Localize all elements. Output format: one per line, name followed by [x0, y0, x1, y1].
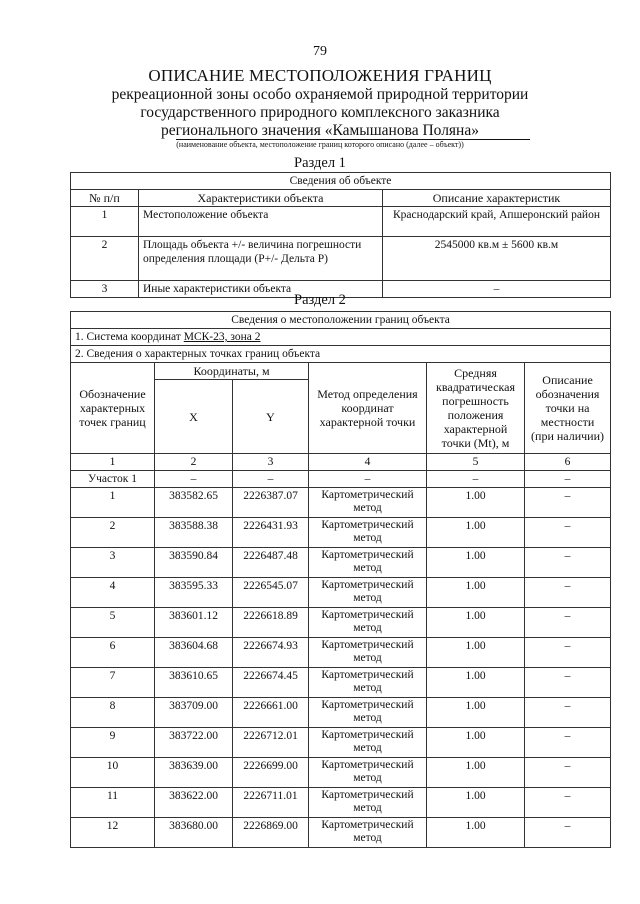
table-row: [71, 788, 611, 818]
point-y: 2226699.00: [233, 758, 309, 788]
table-row: [71, 668, 611, 698]
point-number: 6: [71, 638, 155, 668]
point-y: 2226487.48: [233, 548, 309, 578]
table-row: [71, 758, 611, 788]
point-number: 5: [71, 608, 155, 638]
point-x: 383622.00: [155, 788, 233, 818]
method-line-1: Картометрический: [321, 759, 414, 771]
point-desc: –: [525, 578, 611, 608]
points-caption: 2. Сведения о характерных точках границ объекта: [71, 346, 611, 363]
point-error: 1.00: [427, 578, 525, 608]
point-method: [309, 488, 427, 518]
method-line-1: Картометрический: [321, 699, 414, 711]
table-row: [71, 818, 611, 848]
boundary-points-table: [70, 311, 611, 848]
method-line-1: Картометрический: [321, 549, 414, 561]
info-row-number: 1: [71, 207, 139, 237]
point-x: 383680.00: [155, 818, 233, 848]
point-desc: –: [525, 518, 611, 548]
point-x: 383610.65: [155, 668, 233, 698]
point-error: 1.00: [427, 518, 525, 548]
point-desc: –: [525, 668, 611, 698]
point-error: 1.00: [427, 818, 525, 848]
point-desc: –: [525, 608, 611, 638]
header-characteristics: Характеристики объекта: [139, 190, 383, 207]
coordinate-system-prefix: 1. Система координат: [75, 331, 181, 343]
point-number: 12: [71, 818, 155, 848]
point-method: [309, 608, 427, 638]
point-method: [309, 578, 427, 608]
point-number: 9: [71, 728, 155, 758]
point-error: 1.00: [427, 698, 525, 728]
point-y: 2226387.07: [233, 488, 309, 518]
point-y: 2226711.01: [233, 788, 309, 818]
plot-error: –: [427, 471, 525, 488]
col-number: 6: [525, 454, 611, 471]
page-number: 79: [313, 44, 327, 59]
header-number: № п/п: [71, 190, 139, 207]
method-line-1: Картометрический: [321, 579, 414, 591]
point-number: 4: [71, 578, 155, 608]
point-rows: [71, 488, 611, 848]
point-method: [309, 668, 427, 698]
point-x: 383588.38: [155, 518, 233, 548]
header-method: Метод определения координат характерной точки: [309, 363, 427, 454]
method-line-1: Картометрический: [321, 789, 414, 801]
document-title: ОПИСАНИЕ МЕСТОПОЛОЖЕНИЯ ГРАНИЦ: [148, 66, 492, 85]
point-desc: –: [525, 548, 611, 578]
info-row-value: 2545000 кв.м ± 5600 кв.м: [383, 237, 611, 281]
info-row-name: Местоположение объекта: [139, 207, 383, 237]
subtitle-line-3: регионального значения «Камышанова Поляна»: [161, 122, 479, 139]
method-line-2: метод: [353, 652, 382, 664]
plot-label: Участок 1: [71, 471, 155, 488]
method-line-2: метод: [353, 592, 382, 604]
point-method: [309, 698, 427, 728]
table-row: [71, 488, 611, 518]
col-number: 2: [155, 454, 233, 471]
boundary-caption: Сведения о местоположении границ объекта: [71, 312, 611, 329]
point-desc: –: [525, 638, 611, 668]
header-error: Средняя квадратическая погрешность положения характерной точки (Mt), м: [427, 363, 525, 454]
point-error: 1.00: [427, 788, 525, 818]
point-y: 2226431.93: [233, 518, 309, 548]
point-y: 2226712.01: [233, 728, 309, 758]
method-line-1: Картометрический: [321, 519, 414, 531]
method-line-2: метод: [353, 712, 382, 724]
plot-x: –: [155, 471, 233, 488]
point-desc: –: [525, 488, 611, 518]
header-coordinates: Координаты, м: [155, 363, 309, 380]
point-number: 10: [71, 758, 155, 788]
method-line-2: метод: [353, 562, 382, 574]
header-point: Обозначение характерных точек границ: [71, 363, 155, 454]
point-error: 1.00: [427, 488, 525, 518]
point-desc: –: [525, 818, 611, 848]
point-y: 2226869.00: [233, 818, 309, 848]
method-line-2: метод: [353, 832, 382, 844]
method-line-1: Картометрический: [321, 639, 414, 651]
point-x: 383639.00: [155, 758, 233, 788]
header-x: X: [155, 380, 233, 454]
subtitle-line-1: рекреационной зоны особо охраняемой природной территории: [111, 86, 529, 103]
point-error: 1.00: [427, 608, 525, 638]
point-error: 1.00: [427, 638, 525, 668]
point-number: 1: [71, 488, 155, 518]
point-desc: –: [525, 698, 611, 728]
method-line-1: Картометрический: [321, 489, 414, 501]
point-x: 383582.65: [155, 488, 233, 518]
info-row-number: 2: [71, 237, 139, 281]
point-x: 383595.33: [155, 578, 233, 608]
point-method: [309, 788, 427, 818]
point-y: 2226661.00: [233, 698, 309, 728]
point-method: [309, 818, 427, 848]
point-x: 383709.00: [155, 698, 233, 728]
table-row: [71, 578, 611, 608]
info-row-value: Краснодарский край, Апшеронский район: [383, 207, 611, 237]
point-error: 1.00: [427, 728, 525, 758]
table-row: [71, 728, 611, 758]
method-line-2: метод: [353, 772, 382, 784]
point-y: 2226674.45: [233, 668, 309, 698]
table-row: [71, 698, 611, 728]
info-row-name: Иные характеристики объекта: [139, 281, 383, 298]
header-description: Описание обозначения точки на местности (при наличии): [525, 363, 611, 454]
header-y: Y: [233, 380, 309, 454]
table-row: [71, 548, 611, 578]
method-line-2: метод: [353, 622, 382, 634]
point-method: [309, 548, 427, 578]
point-y: 2226674.93: [233, 638, 309, 668]
point-method: [309, 728, 427, 758]
method-line-2: метод: [353, 502, 382, 514]
point-number: 8: [71, 698, 155, 728]
coordinate-system-row: [71, 329, 611, 346]
point-x: 383590.84: [155, 548, 233, 578]
plot-y: –: [233, 471, 309, 488]
method-line-1: Картометрический: [321, 609, 414, 621]
method-line-2: метод: [353, 742, 382, 754]
point-number: 7: [71, 668, 155, 698]
point-y: 2226618.89: [233, 608, 309, 638]
subtitle-line-2: государственного природного комплексного заказника: [140, 104, 500, 121]
point-method: [309, 518, 427, 548]
method-line-1: Картометрический: [321, 819, 414, 831]
point-x: 383604.68: [155, 638, 233, 668]
point-x: 383601.12: [155, 608, 233, 638]
point-error: 1.00: [427, 548, 525, 578]
section-1-heading: Раздел 1: [294, 155, 346, 171]
point-desc: –: [525, 788, 611, 818]
col-number: 1: [71, 454, 155, 471]
object-info-table: [70, 172, 611, 298]
method-line-2: метод: [353, 532, 382, 544]
plot-desc: –: [525, 471, 611, 488]
method-line-1: Картометрический: [321, 669, 414, 681]
info-row-value: –: [383, 281, 611, 298]
col-number: 3: [233, 454, 309, 471]
point-number: 2: [71, 518, 155, 548]
col-number: 5: [427, 454, 525, 471]
point-method: [309, 758, 427, 788]
point-number: 11: [71, 788, 155, 818]
method-line-2: метод: [353, 802, 382, 814]
point-number: 3: [71, 548, 155, 578]
point-error: 1.00: [427, 668, 525, 698]
section-2-heading: Раздел 2: [294, 292, 346, 308]
subtitle-note: (наименование объекта, местоположение границ которого описано (далее – объект)): [176, 140, 464, 149]
point-desc: –: [525, 728, 611, 758]
coordinate-system-value: МСК-23, зона 2: [183, 331, 261, 343]
object-info-caption: Сведения об объекте: [71, 173, 611, 190]
table-row: [71, 518, 611, 548]
point-desc: –: [525, 758, 611, 788]
point-y: 2226545.07: [233, 578, 309, 608]
plot-method: –: [309, 471, 427, 488]
info-row-number: 3: [71, 281, 139, 298]
info-row-name: Площадь объекта +/- величина погрешности определения площади (P+/- Дельта P): [139, 237, 383, 281]
method-line-2: метод: [353, 682, 382, 694]
point-x: 383722.00: [155, 728, 233, 758]
table-row: [71, 638, 611, 668]
point-method: [309, 638, 427, 668]
table-row: [71, 608, 611, 638]
col-number: 4: [309, 454, 427, 471]
header-description: Описание характеристик: [383, 190, 611, 207]
method-line-1: Картометрический: [321, 729, 414, 741]
point-error: 1.00: [427, 758, 525, 788]
